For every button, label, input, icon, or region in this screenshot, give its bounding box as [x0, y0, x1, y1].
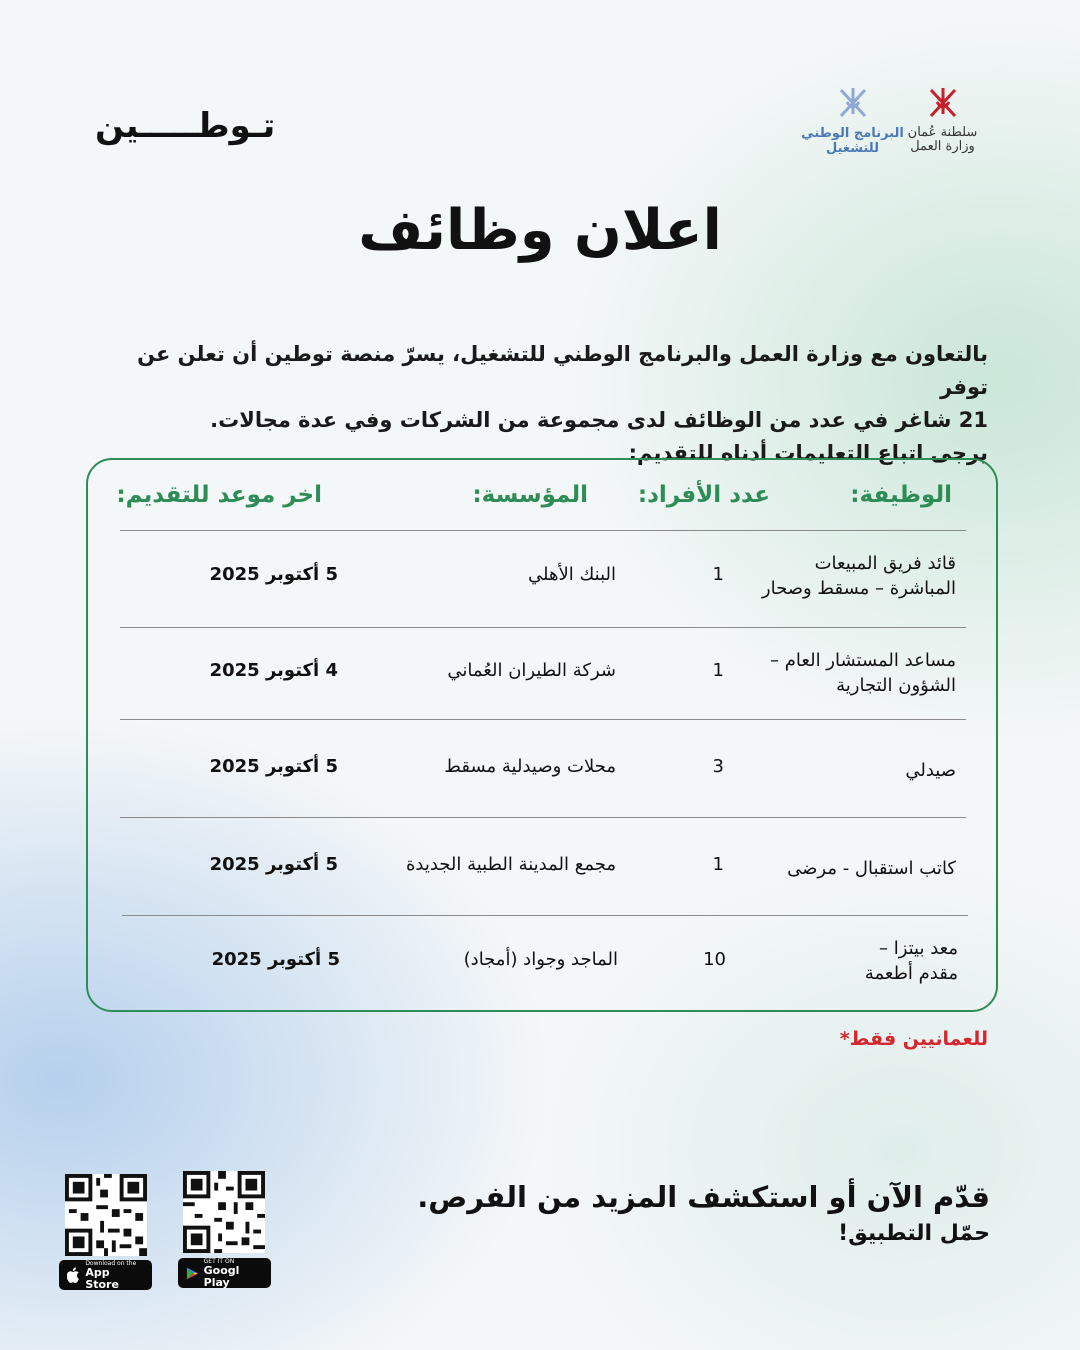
job-title-line-1: مساعد المستشار العام – [770, 650, 956, 671]
cta-subtext: حمّل التطبيق! [838, 1221, 990, 1246]
job-deadline: 5 أكتوبر 2025 [211, 949, 340, 970]
job-organization: محلات وصيدلية مسقط [444, 756, 616, 777]
job-title [762, 551, 956, 601]
job-organization: شركة الطيران العُماني [447, 660, 616, 681]
tawteen-logo [95, 104, 275, 148]
app-store-label: App Store [85, 1265, 119, 1291]
job-title-line-2: الشؤون التجارية [836, 675, 956, 696]
google-play-icon [186, 1266, 199, 1281]
google-play-small-text: GET IT ON [203, 1257, 235, 1265]
job-count: 10 [703, 949, 726, 970]
header-deadline: اخر موعد للتقديم: [116, 482, 322, 508]
intro-line-3: يرجى اتباع التعليمات أدناه للتقديم: [628, 441, 988, 465]
ministry-caption-2: وزارة العمل [910, 139, 975, 154]
intro-paragraph [90, 338, 988, 470]
table-row [120, 719, 966, 817]
omanis-only-note: للعمانيين فقط* [839, 1028, 988, 1050]
table-row [120, 530, 966, 627]
job-title: كاتب استقبال - مرضى [787, 858, 956, 879]
page-title: اعلان وظائف [358, 198, 722, 263]
intro-line-1: بالتعاون مع وزارة العمل والبرنامج الوطني للتشغيل، يسرّ منصة توطين أن تعلن عن توفر [137, 342, 988, 399]
apple-icon [67, 1267, 80, 1283]
job-title [865, 936, 958, 986]
job-count: 1 [712, 854, 724, 875]
app-store-small-text: Download on the [85, 1259, 137, 1267]
job-organization: البنك الأهلي [528, 564, 616, 585]
job-deadline: 5 أكتوبر 2025 [209, 564, 338, 585]
google-play-badge[interactable] [178, 1258, 271, 1288]
job-title-line-1: قائد فريق المبيعات [814, 553, 956, 574]
intro-line-2: 21 شاغر في عدد من الوظائف لدى مجموعة من الشركات وفي عدة مجالات. [210, 408, 988, 432]
job-deadline: 4 أكتوبر 2025 [209, 660, 338, 681]
job-title-line-2: مقدم أطعمة [864, 963, 958, 984]
job-title-line-2: المباشرة – مسقط وصحار [761, 578, 956, 599]
nep-caption-1: البرنامج الوطني [801, 126, 904, 141]
ministry-caption-1: سلطنة عُمان [907, 125, 978, 140]
jobs-table [86, 458, 998, 1012]
cta-headline: قدّم الآن أو استكشف المزيد من الفرص. [417, 1180, 990, 1214]
khanjar-emblem-icon [833, 84, 873, 122]
tawteen-wordmark: تـوطـــــين [95, 106, 276, 146]
job-organization: مجمع المدينة الطبية الجديدة [405, 854, 616, 875]
app-store-qr-code[interactable] [65, 1174, 147, 1256]
header-org: المؤسسة: [472, 482, 588, 508]
job-deadline: 5 أكتوبر 2025 [209, 854, 338, 875]
job-deadline: 5 أكتوبر 2025 [209, 756, 338, 777]
job-title-line-1: معد بيتزا – [878, 938, 958, 959]
job-count: 1 [712, 564, 724, 585]
google-play-qr-code[interactable] [183, 1171, 265, 1253]
call-to-action [417, 1176, 990, 1250]
table-row [120, 817, 966, 915]
google-play-label: Googl Play [203, 1263, 240, 1289]
job-title [770, 648, 956, 698]
oman-emblem-icon [923, 84, 963, 122]
national-employment-program-logo [800, 84, 905, 164]
nep-caption-2: للتشغيل [826, 141, 879, 156]
job-title: صيدلي [905, 760, 956, 781]
job-count: 3 [712, 756, 724, 777]
table-row [122, 915, 968, 1006]
job-organization: الماجد وجواد (أمجاد) [463, 949, 618, 970]
header-job: الوظيفة: [850, 482, 952, 508]
job-count: 1 [712, 660, 724, 681]
table-row [120, 627, 966, 719]
ministry-of-labour-logo [905, 84, 980, 164]
header-count: عدد الأفراد: [637, 482, 770, 508]
app-store-badge[interactable] [59, 1260, 152, 1290]
